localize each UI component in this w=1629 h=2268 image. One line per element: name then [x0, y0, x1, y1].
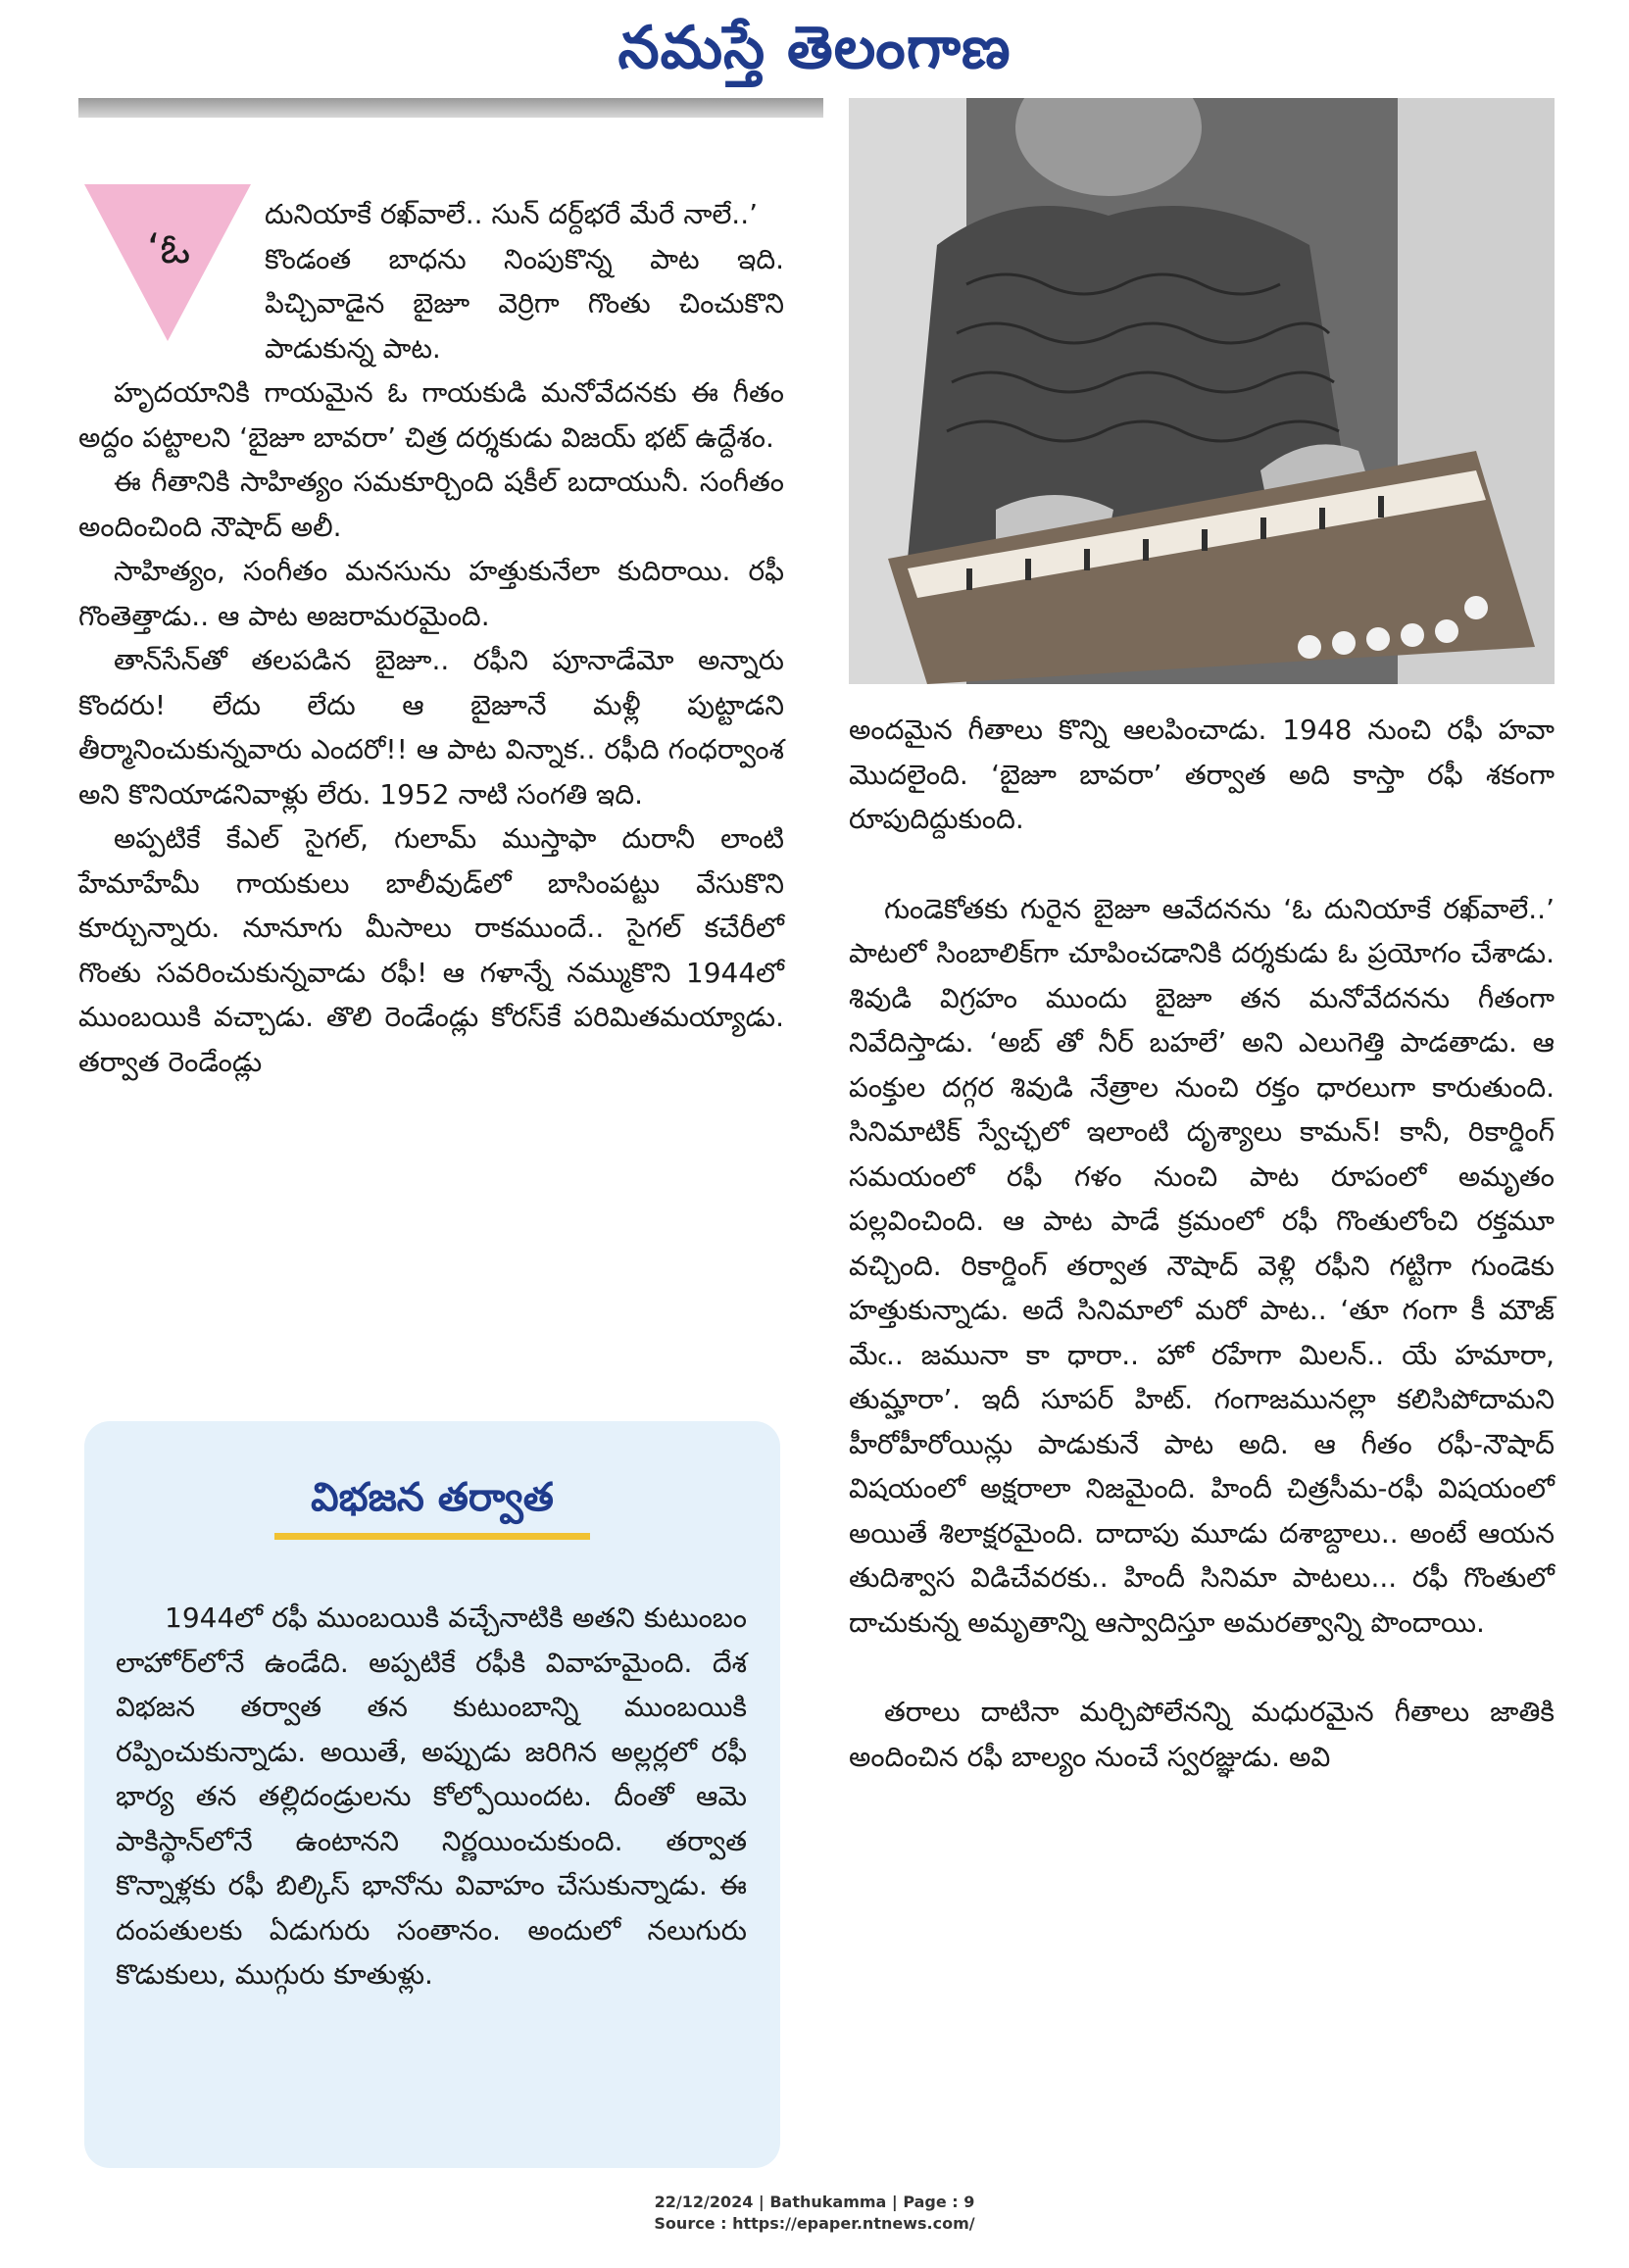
right-paragraph: అందమైన గీతాలు కొన్ని ఆలపించాడు. 1948 నుంచి రఫీ హవా మొదలైంది. ‘బైజూ బావరా’ తర్వాత అది కాస్తా రఫీ శకంగా రూపుదిద్దుకుంది. — [849, 714, 1555, 835]
right-column-body — [849, 708, 1555, 1779]
right-paragraph: తరాలు దాటినా మర్చిపోలేనన్ని మధురమైన గీతాలు జాతికి అందించిన రఫీ బాల్యం నుంచే స్వరజ్ఞుడు. అవి — [849, 1696, 1555, 1773]
left-paragraph: సాహిత్యం, సంగీతం మనసును హత్తుకునేలా కుదిరాయి. రఫీ గొంతెత్తాడు.. ఆ పాట అజరామరమైంది. — [78, 555, 784, 632]
masthead-title: నమస్తే తెలంగాణ — [617, 14, 1012, 82]
left-paragraph: హృదయానికి గాయమైన ఓ గాయకుడి మనోవేదనకు ఈ గీతం అద్దం పట్టాలని ‘బైజూ బావరా’ చిత్ర దర్శకుడు విజయ్ భట్ ఉద్దేశం. — [78, 376, 784, 454]
drop-cap — [84, 184, 251, 345]
sidebar-text — [116, 1596, 747, 1997]
lead-line-1: దునియాకే రఖ్‌వాలే.. సున్ దర్ద్‌భరే మేరే నాలే..’ — [265, 198, 759, 230]
sidebar-paragraph: 1944లో రఫీ ముంబయికి వచ్చేనాటికి అతని కుటుంబం లాహోర్‌లోనే ఉండేది. అప్పటికే రఫీకి వివాహమైంది. దేశ విభజన తర్వాత తన కుటుంబాన్ని ముంబయికి రప్పించుకున్నాడు. అయితే, అప్పుడు జరిగిన అల్లర్లలో రఫీ భార్య తన తల్లిదండ్రులను కోల్పోయిందట. దీంతో ఆమె పాకిస్థాన్‌లోనే ఉంటానని నిర్ణయించుకుంది. తర్వాత కొన్నాళ్లకు రఫీ బిల్కిస్ భానోను వివాహం చేసుకున్నాడు. ఈ దంపతులకు ఏడుగురు సంతానం. అందులో నలుగురు కొడుకులు, ముగ్గురు కూతుళ్లు. — [116, 1602, 747, 1991]
footer-source-link[interactable]: Source : https://epaper.ntnews.com/ — [654, 2214, 975, 2233]
sidebar-title: విభజన తర్వాత — [311, 1475, 554, 1520]
lead-line-2: కొండంత బాధను నింపుకొన్న పాట ఇది. పిచ్చివాడైన బైజూ వెర్రిగా గొంతు చించుకొని పాడుకున్న పాట. — [265, 242, 784, 365]
top-photo-strip — [78, 98, 823, 118]
right-paragraph: గుండెకోతకు గురైన బైజూ ఆవేదనను ‘ఓ దునియాకే రఖ్‌వాలే..’ పాటలో సింబాలిక్‌గా చూపించడానికి దర్శకుడు ఓ ప్రయోగం చేశాడు. శివుడి విగ్రహం ముందు బైజూ తన మనోవేదనను గీతంగా నివేదిస్తాడు. ‘అబ్ తో నీర్ బహలే’ అని ఎలుగెత్తి పాడతాడు. ఆ పంక్తుల దగ్గర శివుడి నేత్రాల నుంచి రక్తం ధారలుగా కారుతుంది. సినిమాటిక్ స్వేచ్ఛలో ఇలాంటి దృశ్యాలు కామన్! కానీ, రికార్డింగ్ సమయంలో రఫీ గళం నుంచి పాట రూపంలో అమృతం పల్లవించింది. ఆ పాట పాడే క్రమంలో రఫీ గొంతులోంచి రక్తమూ వచ్చింది. రికార్డింగ్ తర్వాత నౌషాద్ వెళ్లి రఫీని గట్టిగా గుండెకు హత్తుకున్నాడు. అదే సినిమాలో మరో పాట.. ‘తూ గంగా కీ మౌజ్ మేఁ.. జమునా కా ధారా.. హో రహేగా మిలన్.. యే హమారా, తుమ్హారా’. ఇదీ సూపర్ హిట్. గంగాజమునల్లా కలిసిపోదామని హీరోహీరోయిన్లు పాడుకునే పాట అది. ఆ గీతం రఫీ-నౌషాద్ విషయంలో అక్షరాలా నిజమైంది. హిందీ చిత్రసీమ-రఫీ విషయంలో అయితే శిలాక్షరమైంది. దాదాపు మూడు దశాబ్దాలు.. అంటే ఆయన తుదిశ్వాస విడిచేవరకు.. హిందీ సినిమా పాటలు... రఫీ గొంతులో దాచుకున్న అమృతాన్ని ఆస్వాదిస్తూ అమరత్వాన్ని పొందాయి. — [849, 892, 1555, 1639]
sidebar-title-underline — [274, 1533, 590, 1540]
singer-photo — [849, 98, 1555, 684]
left-paragraph: ఈ గీతానికి సాహిత్యం సమకూర్చింది షకీల్ బదాయునీ. సంగీతం అందించింది నౌషాద్ అలీ. — [78, 466, 784, 543]
left-paragraph: తాన్‌సేన్‌తో తలపడిన బైజూ.. రఫీని పూనాడేమో అన్నారు కొందరు! లేదు లేదు ఆ బైజూనే మళ్లీ పుట్టాడని తీర్మానించుకున్నవారు ఎందరో!! ఆ పాట విన్నాక.. రఫీది గంధర్వాంశ అని కొనియాడనివాళ్లు లేరు. 1952 నాటి సంగతి ఇది. — [78, 644, 784, 811]
left-paragraph: అప్పటికే కేఎల్ సైగల్, గులామ్ ముస్తాఫా దురానీ లాంటి హేమాహేమీ గాయకులు బాలీవుడ్‌లో బాసింపట్టు వేసుకొని కూర్చున్నారు. నూనూగు మీసాలు రాకముందే.. సైగల్ కచేరీలో గొంతు సవరించుకున్నవాడు రఫీ! ఆ గళాన్నే నమ్ముకొని 1944లో ముంబయికి వచ్చాడు. తొలి రెండేండ్లు కోరస్‌కే పరిమితమయ్యాడు. తర్వాత రెండేండ్లు — [78, 822, 784, 1078]
left-column-body — [78, 370, 784, 1084]
page-footer — [0, 2192, 1629, 2235]
drop-cap-letter: ‘ఓ — [147, 224, 191, 272]
left-lead-text — [265, 192, 784, 370]
footer-issue-line: 22/12/2024 | Bathukamma | Page : 9 — [654, 2193, 975, 2211]
sidebar-box — [84, 1421, 780, 2168]
